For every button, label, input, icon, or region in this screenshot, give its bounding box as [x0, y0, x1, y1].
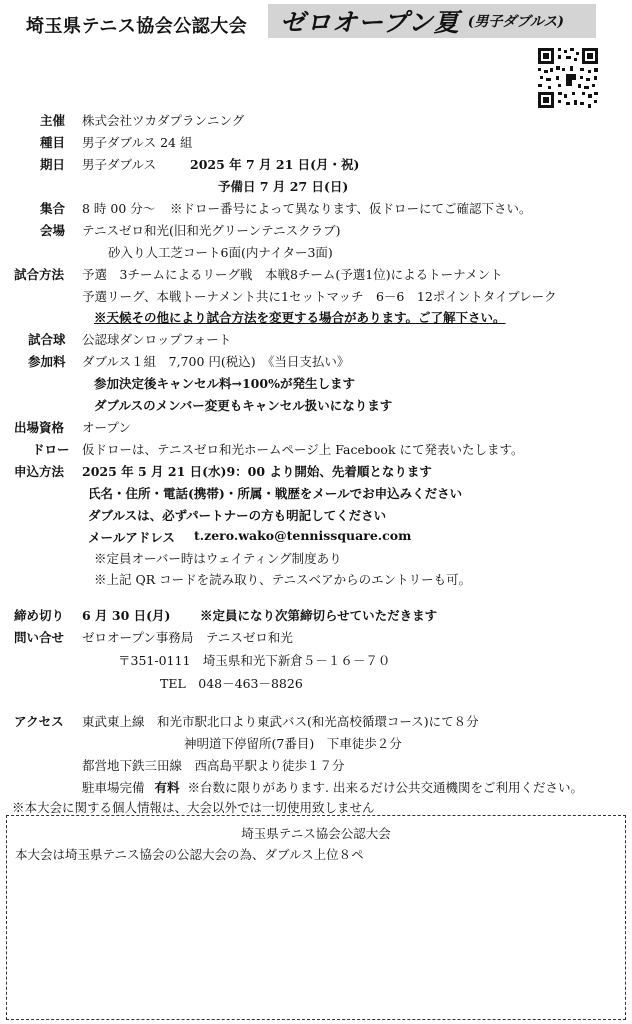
assembly-note: ※ドロー番号によって異なります、仮ドローにてご確認下さい。	[170, 201, 532, 216]
draw-value: 仮ドローは、テニスゼロ和光ホームページ上 Facebook にて発表いたします。	[82, 442, 524, 457]
access-label: アクセス	[14, 714, 64, 729]
category-value: 男子ダブルス 24 組	[82, 135, 193, 150]
format-label: 試合方法	[14, 267, 65, 282]
notice-box	[6, 815, 626, 1020]
ball-value: 公認球ダンロップフォート	[82, 332, 232, 347]
apply-email[interactable]: t.zero.wako@tennissquare.com	[194, 528, 412, 543]
fee-line2: 参加決定後キャンセル料→100%が発生します	[94, 376, 355, 391]
apply-note1: ※定員オーバー時はウェイティング制度あり	[94, 551, 342, 566]
draw-label: ドロー	[32, 442, 70, 457]
fee-line1: ダブルス１組 7,700 円(税込) 《当日支払い》	[82, 354, 350, 369]
category-label: 種目	[40, 135, 66, 150]
format-line1: 予選 3チームによるリーグ戦 本戦8チーム(予選1位)によるトーナメント	[82, 267, 503, 282]
access-line4	[82, 778, 583, 796]
apply-label: 申込方法	[14, 464, 65, 479]
qr-code-icon[interactable]	[536, 46, 600, 110]
contact-tel: TEL 048－463－8826	[160, 676, 303, 691]
organization-title: 埼玉県テニス協会公認大会	[26, 16, 248, 37]
fee-line3: ダブルスのメンバー変更もキャンセル扱いになります	[94, 398, 393, 413]
period-label: 期日	[40, 157, 66, 172]
deadline-label: 締め切り	[14, 608, 65, 623]
parking-fee: 有料	[154, 780, 180, 795]
tournament-title: ゼロオープン夏	[280, 8, 460, 37]
deadline-note: ※定員になり次第締切らせていただきます	[200, 608, 438, 623]
organizer-value: 株式会社ツカダプランニング	[82, 113, 245, 128]
apply-line2: 氏名・住所・電話(携帯)・所属・戦歴をメールでお申込みください	[88, 486, 463, 501]
format-line2: 予選リーグ、本戦トーナメント共に1セットマッチ 6－6 12ポイントタイブレーク	[82, 289, 557, 304]
apply-line3: ダブルスは、必ずパートナーの方も明記してください	[88, 508, 387, 523]
notice-body: 本大会は埼玉県テニス協会の公認大会の為、ダブルス上位８ペ	[15, 847, 364, 862]
tournament-title-box	[268, 4, 596, 38]
format-line3: ※天候その他により試合方法を変更する場合があります。ご了解下さい。	[94, 310, 506, 325]
access-line2: 神明道下停留所(7番目) 下車徒歩２分	[184, 736, 402, 751]
contact-address: 〒351-0111 埼玉県和光下新倉５－１６－７０	[118, 653, 391, 668]
eligibility-label: 出場資格	[14, 420, 65, 435]
organizer-label: 主催	[40, 113, 66, 128]
venue-line1: テニスゼロ和光(旧和光グリーンテニスクラブ)	[82, 223, 341, 238]
parking-note: ※台数に限りがあります. 出来るだけ公共交通機関をご利用ください。	[187, 780, 583, 795]
venue-label: 会場	[40, 223, 66, 238]
assembly-label: 集合	[40, 201, 66, 216]
deadline-date: 6 月 30 日(月)	[82, 608, 171, 623]
period-event: 男子ダブルス	[82, 157, 157, 172]
contact-label: 問い合せ	[14, 630, 65, 645]
contact-office: ゼロオープン事務局 テニスゼロ和光	[82, 630, 293, 645]
privacy-notice: ※本大会に関する個人情報は、大会以外では一切使用致しません	[12, 800, 375, 815]
ball-label: 試合球	[28, 332, 66, 347]
fee-label: 参加料	[28, 354, 66, 369]
period-date: 2025 年 7 月 21 日(月・祝)	[190, 157, 360, 172]
apply-line1: 2025 年 5 月 21 日(水)9：00 より開始、先着順となります	[82, 464, 432, 479]
assembly-time: 8 時 00 分～	[82, 201, 156, 216]
apply-note2: ※上記 QR コードを読み取り、テニスベアからのエントリーも可。	[94, 572, 472, 587]
period-reserve: 予備日 7 月 27 日(日)	[218, 179, 349, 194]
notice-title: 埼玉県テニス協会公認大会	[241, 826, 391, 841]
venue-line2: 砂入り人工芝コート6面(内ナイター3面)	[108, 245, 333, 260]
eligibility-value: オープン	[82, 420, 131, 435]
apply-email-label: メールアドレス	[88, 530, 175, 545]
access-line3: 都営地下鉄三田線 西高島平駅より徒歩１７分	[82, 758, 345, 773]
access-line1: 東武東上線 和光市駅北口より東武バス(和光高校循環コース)にて８分	[82, 714, 479, 729]
tournament-subtitle: (男子ダブルス)	[467, 14, 565, 30]
parking-text: 駐車場完備	[82, 780, 145, 795]
